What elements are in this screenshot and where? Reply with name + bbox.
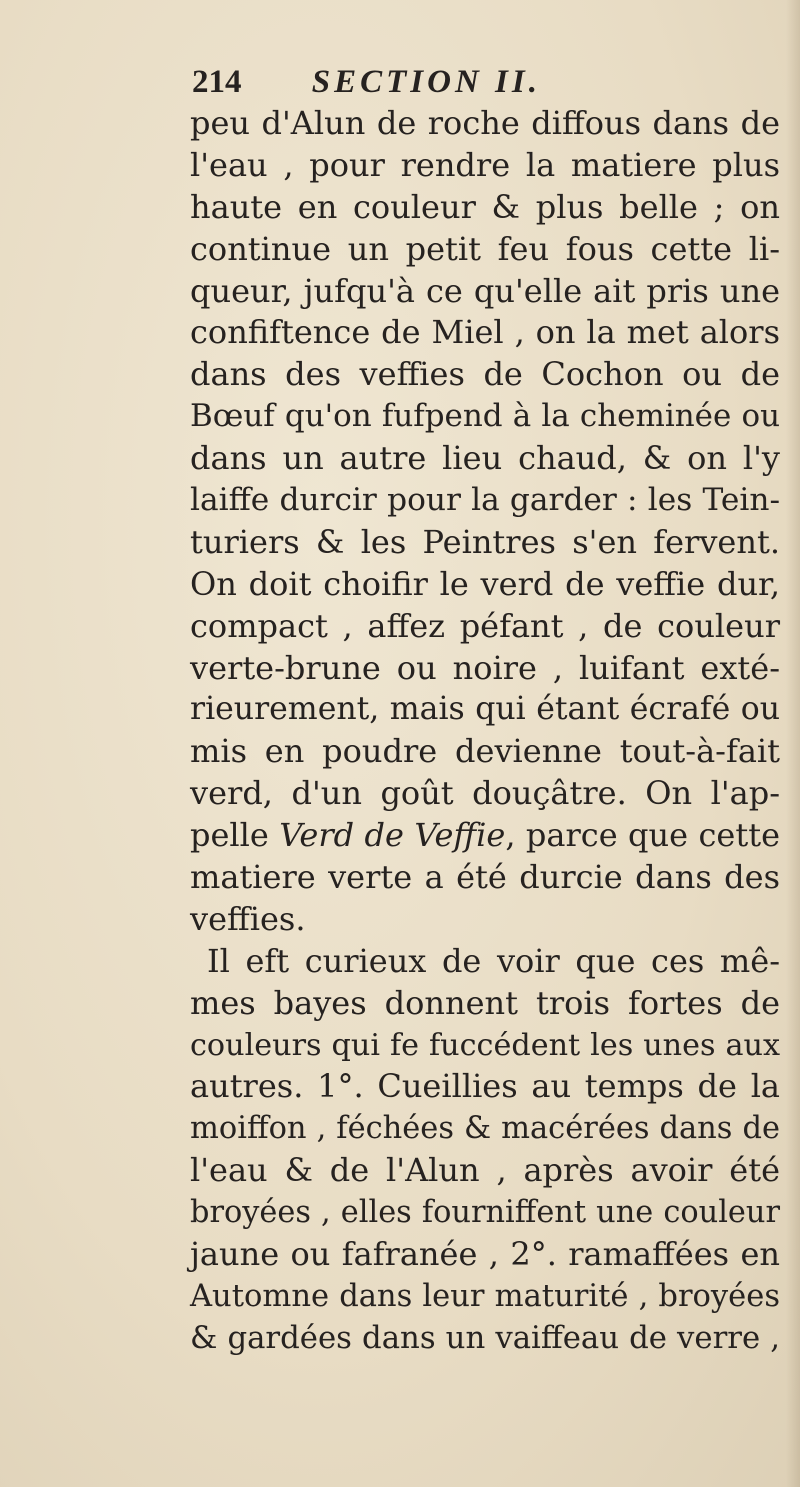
text-line: & gardées dans un vaiffeau de verre , [190, 1319, 780, 1356]
text-line: verd, d'un goût douçâtre. On l'ap- [190, 774, 780, 813]
text-line: queur, jufqu'à ce qu'elle ait pris une [190, 271, 780, 310]
text-line: matiere verte a été durcie dans des [190, 858, 780, 897]
text-line: veffies. [190, 899, 306, 938]
text-line: moiffon , féchées & macérées dans de [190, 1111, 780, 1147]
text-line: dans des veffies de Cochon ou de [190, 355, 780, 394]
page-number: 214 [192, 64, 242, 100]
italic-term: Verd de Veffie [279, 816, 506, 855]
text-line: couleurs qui fe fuccédent les unes aux [190, 1027, 780, 1063]
text-fragment: , parce que cette [505, 816, 781, 855]
text-line: confiftence de Miel , on la met alors [190, 313, 780, 352]
text-line: Automne dans leur maturité , broyées [190, 1278, 780, 1314]
text-line: broyées , elles fourniffent une couleur [190, 1195, 780, 1231]
text-line: On doit choifir le verd de veffie dur, [190, 564, 780, 603]
text-line: rieurement, mais qui étant écrafé ou [190, 691, 780, 728]
text-line: laiffe durcir pour la garder : les Tein- [190, 482, 780, 519]
text-line: compact , affez péfant , de couleur [190, 606, 780, 645]
text-line: mis en poudre devienne tout-à-fait [190, 732, 780, 771]
text-line: autres. 1°. Cueillies au temps de la [190, 1067, 780, 1106]
text-line: Bœuf qu'on fufpend à la cheminée ou [190, 398, 780, 435]
text-fragment: pelle [190, 816, 280, 855]
text-line: jaune ou fafranée , 2°. ramaffées en [190, 1235, 780, 1274]
running-head [192, 64, 752, 104]
text-line: dans un autre lieu chaud, & on l'y [190, 439, 780, 478]
section-title: SECTION II. [311, 64, 541, 100]
text-line: l'eau & de l'Alun , après avoir été [190, 1151, 780, 1190]
text-line: haute en couleur & plus belle ; on [190, 187, 780, 226]
text-line: continue un petit feu fous cette li- [190, 229, 780, 268]
text-line: turiers & les Peintres s'en fervent. [190, 522, 780, 561]
paragraph-first-line: Il eft curieux de voir que ces mê- [207, 941, 780, 980]
text-line: l'eau , pour rendre la matiere plus [190, 145, 780, 184]
text-line: peu d'Alun de roche diffous dans de [190, 104, 780, 142]
body-text [190, 103, 780, 1360]
text-line: mes bayes donnent trois fortes de [190, 983, 780, 1022]
text-line: verte-brune ou noire , luifant exté- [190, 648, 780, 687]
page-edge-shadow [786, 0, 800, 1487]
text-line-with-italic [190, 815, 780, 857]
